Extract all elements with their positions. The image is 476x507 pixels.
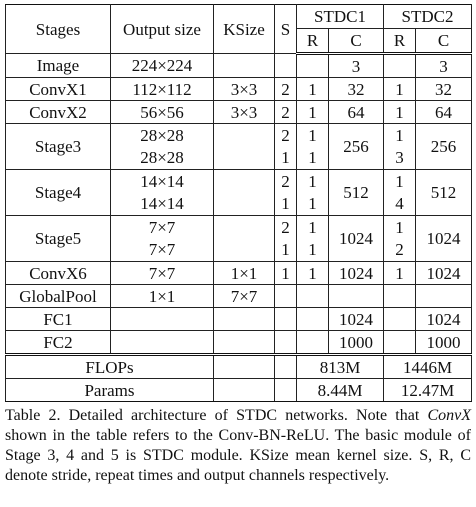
output-size	[111, 331, 214, 355]
stdc1-channels: 1024	[329, 262, 384, 285]
stride	[275, 285, 297, 308]
stride-line: 2	[281, 125, 290, 145]
header-stdc1-r: R	[297, 29, 329, 54]
stdc1-channels: 512	[329, 170, 384, 216]
stdc1-channels: 1024	[329, 308, 384, 331]
stdc1-repeat	[297, 54, 329, 78]
stdc1-channels: 32	[329, 78, 384, 101]
table-row	[6, 262, 472, 285]
kernel-size	[214, 54, 275, 78]
stage-name: ConvX2	[6, 101, 111, 124]
table-row	[6, 78, 472, 101]
stdc2-channels	[416, 285, 472, 308]
stage-name: Stage5	[6, 216, 111, 262]
stage-name: FC1	[6, 308, 111, 331]
output-size: 7×7	[111, 262, 214, 285]
stride: 2	[275, 78, 297, 101]
stdc2-summary-value: 12.47M	[384, 379, 472, 402]
stage-name: Stage4	[6, 170, 111, 216]
stride	[275, 216, 297, 262]
stdc1-repeat: 1	[297, 78, 329, 101]
header-stdc1: STDC1	[297, 5, 384, 29]
kernel-size: 3×3	[214, 101, 275, 124]
header-stdc2-r: R	[384, 29, 416, 54]
stdc2-channels: 1024	[416, 262, 472, 285]
kernel-size: 3×3	[214, 78, 275, 101]
header-s: S	[275, 5, 297, 54]
stdc1-repeat-line: 1	[308, 147, 317, 167]
stride	[275, 308, 297, 331]
output-size-line: 14×14	[140, 171, 184, 191]
stdc1-repeat	[297, 124, 329, 170]
stdc1-repeat-line: 1	[308, 217, 317, 237]
stdc2-channels: 32	[416, 78, 472, 101]
summary-row	[6, 379, 472, 402]
table-row	[6, 54, 472, 78]
stdc2-repeat: 1	[384, 78, 416, 101]
stdc2-repeat: 1	[384, 101, 416, 124]
stdc2-repeat-line: 4	[395, 193, 404, 213]
stdc1-channels: 1000	[329, 331, 384, 355]
table-row	[6, 216, 472, 262]
empty-cell	[275, 355, 297, 379]
stdc1-channels: 1024	[329, 216, 384, 262]
empty-cell	[214, 355, 275, 379]
output-size-line: 7×7	[148, 217, 176, 237]
kernel-size	[214, 308, 275, 331]
summary-row	[6, 355, 472, 379]
stride: 1	[275, 262, 297, 285]
stdc1-repeat-line: 1	[308, 239, 317, 259]
stdc2-repeat-line: 1	[395, 125, 404, 145]
table-row	[6, 308, 472, 331]
output-size	[111, 216, 214, 262]
table-row	[6, 101, 472, 124]
stdc2-channels: 64	[416, 101, 472, 124]
caption-text: Table 2. Detailed architecture of STDC networks. Note that	[5, 407, 428, 424]
stdc1-repeat-line: 1	[308, 193, 317, 213]
stdc2-repeat-line: 2	[395, 239, 404, 259]
header-row	[6, 5, 472, 29]
stdc2-repeat	[384, 308, 416, 331]
kernel-size: 7×7	[214, 285, 275, 308]
output-size	[111, 124, 214, 170]
output-size	[111, 308, 214, 331]
output-size: 1×1	[111, 285, 214, 308]
stdc1-summary-value: 813M	[297, 355, 384, 379]
stdc1-repeat: 1	[297, 262, 329, 285]
table-row	[6, 285, 472, 308]
empty-cell	[275, 379, 297, 402]
header-ksize: KSize	[214, 5, 275, 54]
stride-line: 1	[281, 239, 290, 259]
summary-label: FLOPs	[6, 355, 214, 379]
header-stdc2: STDC2	[384, 5, 472, 29]
stage-name: ConvX1	[6, 78, 111, 101]
header-stdc1-c: C	[329, 29, 384, 54]
stdc2-repeat-line: 1	[395, 217, 404, 237]
stdc1-channels	[329, 285, 384, 308]
stdc1-repeat	[297, 216, 329, 262]
figure	[5, 4, 471, 486]
stdc1-channels: 64	[329, 101, 384, 124]
stage-name: ConvX6	[6, 262, 111, 285]
output-size-line: 14×14	[140, 193, 184, 213]
stride-line: 1	[281, 147, 290, 167]
header-stages: Stages	[6, 5, 111, 54]
stdc1-repeat	[297, 331, 329, 355]
stdc2-repeat	[384, 331, 416, 355]
stdc2-channels: 1000	[416, 331, 472, 355]
output-size	[111, 170, 214, 216]
stdc2-repeat	[384, 124, 416, 170]
table-row	[6, 124, 472, 170]
kernel-size	[214, 331, 275, 355]
stage-name: Stage3	[6, 124, 111, 170]
kernel-size	[214, 124, 275, 170]
stdc1-repeat-line: 1	[308, 171, 317, 191]
stdc2-summary-value: 1446M	[384, 355, 472, 379]
stdc1-channels: 256	[329, 124, 384, 170]
stdc2-repeat-line: 1	[395, 171, 404, 191]
kernel-size	[214, 216, 275, 262]
stdc2-repeat	[384, 170, 416, 216]
caption-text-rest: shown in the table refers to the Conv-BN-ReLU. The basic module of Stage 3, 4 and 5 is STDC module. KSize mean kernel size. S, R, C denote stride, repeat times and output channels respectively.	[5, 427, 471, 484]
empty-cell	[214, 379, 275, 402]
stride-line: 1	[281, 193, 290, 213]
stdc2-channels: 256	[416, 124, 472, 170]
architecture-table	[5, 4, 472, 402]
stdc2-channels: 1024	[416, 308, 472, 331]
stdc1-repeat-line: 1	[308, 125, 317, 145]
caption-emphasis: ConvX	[427, 407, 471, 424]
stride-line: 2	[281, 171, 290, 191]
output-size-line: 7×7	[148, 239, 176, 259]
stdc1-channels: 3	[329, 54, 384, 78]
output-size: 224×224	[111, 54, 214, 78]
kernel-size	[214, 170, 275, 216]
stride: 2	[275, 101, 297, 124]
output-size: 112×112	[111, 78, 214, 101]
output-size: 56×56	[111, 101, 214, 124]
kernel-size: 1×1	[214, 262, 275, 285]
stride-line: 2	[281, 217, 290, 237]
stage-name: Image	[6, 54, 111, 78]
stdc1-repeat	[297, 170, 329, 216]
stdc2-channels: 3	[416, 54, 472, 78]
stride	[275, 54, 297, 78]
table-caption	[5, 406, 471, 486]
stdc1-repeat: 1	[297, 101, 329, 124]
table-row	[6, 331, 472, 355]
stride	[275, 170, 297, 216]
header-output-size: Output size	[111, 5, 214, 54]
table-row	[6, 170, 472, 216]
stride	[275, 331, 297, 355]
stride	[275, 124, 297, 170]
stdc2-repeat	[384, 216, 416, 262]
stdc2-repeat-line: 3	[395, 147, 404, 167]
stage-name: GlobalPool	[6, 285, 111, 308]
stdc1-summary-value: 8.44M	[297, 379, 384, 402]
stdc1-repeat	[297, 285, 329, 308]
output-size-line: 28×28	[140, 147, 184, 167]
stdc2-channels: 512	[416, 170, 472, 216]
summary-label: Params	[6, 379, 214, 402]
stdc2-repeat	[384, 285, 416, 308]
stdc2-channels: 1024	[416, 216, 472, 262]
header-stdc2-c: C	[416, 29, 472, 54]
stdc2-repeat	[384, 54, 416, 78]
output-size-line: 28×28	[140, 125, 184, 145]
stdc1-repeat	[297, 308, 329, 331]
stdc2-repeat: 1	[384, 262, 416, 285]
stage-name: FC2	[6, 331, 111, 355]
